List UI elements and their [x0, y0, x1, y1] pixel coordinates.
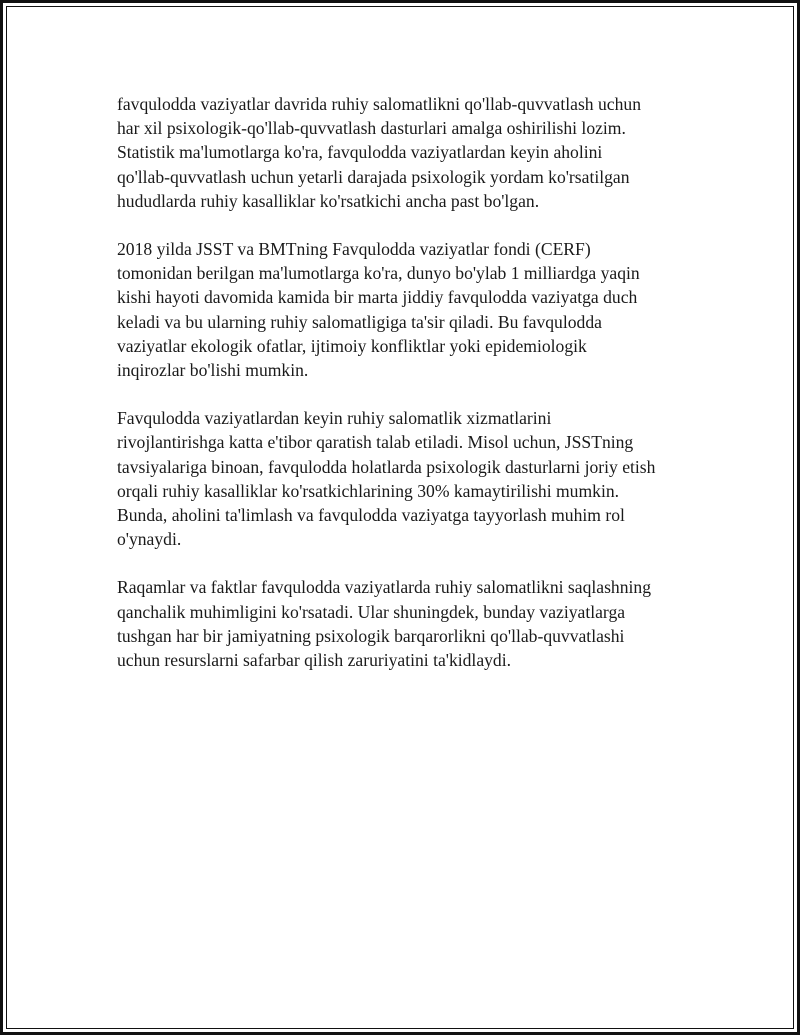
- text-line: vaziyatlar ekologik ofatlar, ijtimoiy konfliktlar yoki epidemiologik: [117, 335, 587, 356]
- text-line: tavsiyalariga binoan, favqulodda holatlarda psixologik dasturlarni joriy etish: [117, 456, 656, 477]
- text-line: orqali ruhiy kasalliklar ko'rsatkichlarining 30% kamaytirilishi mumkin.: [117, 480, 620, 501]
- text-line: har xil psixologik-qo'llab-quvvatlash dasturlari amalga oshirilishi lozim.: [117, 118, 626, 139]
- text-line: tushgan har bir jamiyatning psixologik barqarorlikni qo'llab-quvvatlashi: [117, 625, 625, 646]
- document-body: [117, 92, 697, 696]
- paragraph-4: [117, 575, 697, 672]
- text-line: qanchalik muhimligini ko'rsatadi. Ular shuningdek, bunday vaziyatlarga: [117, 601, 626, 622]
- text-line: Bunda, aholini ta'limlash va favqulodda vaziyatga tayyorlash muhim rol: [117, 505, 625, 526]
- text-line: qo'llab-quvvatlash uchun yetarli darajada psixologik yordam ko'rsatilgan: [117, 166, 630, 187]
- text-line: 2018 yilda JSST va BMTning Favqulodda vaziyatlar fondi (CERF): [117, 239, 591, 260]
- paragraph-1: [117, 92, 697, 213]
- text-line: hududlarda ruhiy kasalliklar ko'rsatkichi ancha past bo'lgan.: [117, 190, 540, 211]
- text-line: rivojlantirishga katta e'tibor qaratish talab etiladi. Misol uchun, JSSTning: [117, 432, 634, 453]
- text-line: tomonidan berilgan ma'lumotlarga ko'ra, dunyo bo'ylab 1 milliardga yaqin: [117, 263, 640, 284]
- text-line: Favqulodda vaziyatlardan keyin ruhiy salomatlik xizmatlarini: [117, 408, 552, 429]
- text-line: Statistik ma'lumotlarga ko'ra, favqulodda vaziyatlardan keyin aholini: [117, 142, 603, 163]
- text-line: kishi hayoti davomida kamida bir marta jiddiy favqulodda vaziyatga duch: [117, 287, 638, 308]
- paragraph-3: [117, 406, 697, 551]
- text-line: inqirozlar bo'lishi mumkin.: [117, 360, 309, 381]
- text-line: favqulodda vaziyatlar davrida ruhiy salomatlikni qo'llab-quvvatlash uchun: [117, 94, 641, 114]
- text-line: keladi va bu ularning ruhiy salomatligiga ta'sir qiladi. Bu favqulodda: [117, 311, 602, 332]
- text-line: Raqamlar va faktlar favqulodda vaziyatlarda ruhiy salomatlikni saqlashning: [117, 577, 651, 598]
- paragraph-2: [117, 237, 697, 382]
- text-line: uchun resurslarni safarbar qilish zaruriyatini ta'kidlaydi.: [117, 650, 512, 671]
- text-line: o'ynaydi.: [117, 529, 182, 550]
